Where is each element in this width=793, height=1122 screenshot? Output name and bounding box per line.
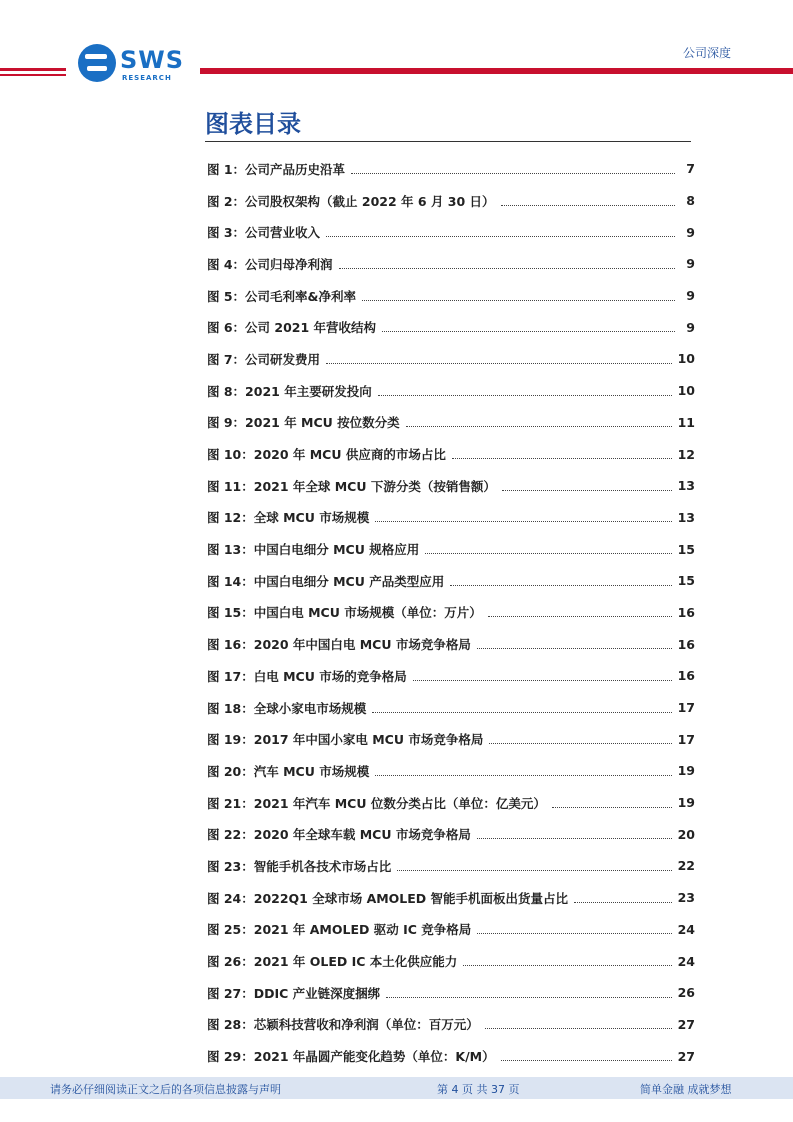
toc-entry-page[interactable]: 16 [677,668,695,684]
footer-disclaimer: 请务必仔细阅读正文之后的各项信息披露与声明 [50,1083,281,1096]
toc-entry-page[interactable]: 22 [677,858,695,874]
toc-entry-page[interactable]: 23 [677,890,695,906]
toc-leader-dots [452,457,672,459]
toc-entry-page[interactable]: 17 [677,700,695,716]
toc-entry-page[interactable]: 17 [677,731,695,747]
toc-entry[interactable] [207,470,695,502]
toc-leader-dots [339,267,675,269]
toc-entry-label[interactable]: 图 21：2021 年汽车 MCU 位数分类占比（单位：亿美元） [207,795,546,811]
toc-entry-page[interactable]: 13 [677,509,695,525]
toc-entry[interactable] [207,818,695,850]
toc-leader-dots [552,806,672,808]
toc-entry[interactable] [207,438,695,470]
toc-leader-dots [450,584,671,586]
toc-leader-dots [326,235,675,237]
toc-leader-dots [502,489,672,491]
toc-entry[interactable] [207,755,695,787]
toc-entry-label[interactable]: 图 23：智能手机各技术市场占比 [207,858,392,874]
report-type-label: 公司深度 [682,46,731,60]
toc-entry-label[interactable]: 图 20：汽车 MCU 市场规模 [207,763,370,779]
toc-entry[interactable] [207,248,695,280]
toc-leader-dots [375,520,671,522]
toc-entry-page[interactable]: 10 [677,351,695,367]
footer-slogan: 简单金融 成就梦想 [640,1083,732,1096]
toc-leader-dots [326,362,672,364]
title-divider [205,141,691,142]
toc-entry-label[interactable]: 图 17：白电 MCU 市场的竞争格局 [207,668,407,684]
toc-entry[interactable] [207,216,695,248]
toc-entry[interactable] [207,502,695,534]
toc-entry[interactable] [207,850,695,882]
toc-entry[interactable] [207,882,695,914]
logo-text: SWS [120,46,185,74]
toc-leader-dots [406,425,672,427]
toc-entry[interactable] [207,692,695,724]
toc-entry-page[interactable]: 24 [677,953,695,969]
toc-entry-label[interactable]: 图 29：2021 年晶圆产能变化趋势（单位：K/M） [207,1049,495,1065]
toc-entry[interactable] [207,977,695,1009]
footer-page-info: 第 4 页 共 37 页 [437,1083,520,1096]
toc-entry-page[interactable]: 13 [677,478,695,494]
toc-entry-label[interactable]: 图 4：公司归母净利润 [207,256,333,272]
toc-leader-dots [375,774,671,776]
toc-entry-label[interactable]: 图 18：全球小家电市场规模 [207,700,367,716]
toc-entry-page[interactable]: 19 [677,795,695,811]
toc-entry-page[interactable]: 16 [677,636,695,652]
toc-entry-label[interactable]: 图 10：2020 年 MCU 供应商的市场占比 [207,447,446,463]
toc-entry-label[interactable]: 图 8：2021 年主要研发投向 [207,383,372,399]
toc-entry-label[interactable]: 图 2：公司股权架构（截止 2022 年 6 月 30 日） [207,193,495,209]
figure-list [207,153,695,1072]
logo-mark-icon [78,44,116,82]
toc-leader-dots [574,901,672,903]
logo-subtext: RESEARCH [122,74,172,82]
header-rule [200,68,793,74]
toc-entry-label[interactable]: 图 26：2021 年 OLED IC 本土化供应能力 [207,954,458,970]
toc-leader-dots [485,1027,672,1029]
toc-entry-label[interactable]: 图 9：2021 年 MCU 按位数分类 [207,415,400,431]
toc-leader-dots [489,742,671,744]
toc-leader-dots [362,299,675,301]
toc-entry[interactable] [207,597,695,629]
toc-entry[interactable] [207,1009,695,1041]
toc-entry[interactable] [207,787,695,819]
toc-entry-label[interactable]: 图 28：芯颖科技营收和净利润（单位：百万元） [207,1017,479,1033]
page-title: 图表目录 [205,110,301,138]
toc-leader-dots [397,869,671,871]
toc-entry-page[interactable]: 15 [677,541,695,557]
toc-leader-dots [378,394,672,396]
toc-entry-label[interactable]: 图 16：2020 年中国白电 MCU 市场竞争格局 [207,637,471,653]
toc-leader-dots [372,711,671,713]
toc-leader-dots [477,837,672,839]
toc-entry[interactable] [207,533,695,565]
toc-entry-page[interactable]: 27 [677,1048,695,1064]
toc-entry-page[interactable]: 9 [686,319,695,335]
toc-leader-dots [382,330,675,332]
toc-entry-label[interactable]: 图 27：DDIC 产业链深度捆绑 [207,985,381,1001]
toc-entry-page[interactable]: 12 [677,446,695,462]
toc-entry-label[interactable]: 图 1：公司产品历史沿革 [207,161,346,177]
toc-entry-label[interactable]: 图 22：2020 年全球车载 MCU 市场竞争格局 [207,827,471,843]
sws-logo [78,44,188,84]
toc-entry-page[interactable]: 9 [686,256,695,272]
toc-entry-page[interactable]: 16 [677,604,695,620]
toc-entry-label[interactable]: 图 24：2022Q1 全球市场 AMOLED 智能手机面板出货量占比 [207,890,569,906]
toc-entry[interactable] [207,311,695,343]
toc-entry-page[interactable]: 7 [686,161,695,177]
toc-entry-label[interactable]: 图 3：公司营业收入 [207,225,321,241]
toc-entry[interactable] [207,407,695,439]
toc-entry-label[interactable]: 图 15：中国白电 MCU 市场规模（单位：万片） [207,605,482,621]
toc-entry-page[interactable]: 11 [677,414,695,430]
toc-entry[interactable] [207,660,695,692]
toc-entry-label[interactable]: 图 11：2021 年全球 MCU 下游分类（按销售额） [207,478,496,494]
toc-leader-dots [477,932,671,934]
toc-entry[interactable] [207,343,695,375]
toc-leader-dots [386,996,671,998]
toc-entry-label[interactable]: 图 6：公司 2021 年营收结构 [207,320,377,336]
toc-entry-label[interactable]: 图 5：公司毛利率&净利率 [207,288,356,304]
toc-leader-dots [501,204,675,206]
toc-entry-label[interactable]: 图 19：2017 年中国小家电 MCU 市场竞争格局 [207,732,484,748]
toc-entry-label[interactable]: 图 7：公司研发费用 [207,351,321,367]
toc-entry-label[interactable]: 图 14：中国白电细分 MCU 产品类型应用 [207,573,445,589]
toc-leader-dots [477,647,672,649]
toc-entry[interactable] [207,185,695,217]
toc-entry-page[interactable]: 20 [677,826,695,842]
toc-entry[interactable] [207,723,695,755]
toc-leader-dots [351,172,675,174]
toc-entry[interactable] [207,280,695,312]
toc-entry-page[interactable]: 26 [677,985,695,1001]
toc-entry-page[interactable]: 8 [686,193,695,209]
toc-entry-page[interactable]: 27 [677,1016,695,1032]
toc-entry[interactable] [207,565,695,597]
toc-leader-dots [425,552,671,554]
page-footer [0,1077,793,1099]
toc-entry-page[interactable]: 9 [686,224,695,240]
toc-leader-dots [488,615,672,617]
toc-entry-label[interactable]: 图 13：中国白电细分 MCU 规格应用 [207,542,420,558]
toc-entry[interactable] [207,945,695,977]
toc-entry-label[interactable]: 图 25：2021 年 AMOLED 驱动 IC 竞争格局 [207,922,472,938]
toc-entry-page[interactable]: 9 [686,288,695,304]
toc-leader-dots [501,1059,672,1061]
toc-entry-page[interactable]: 24 [677,921,695,937]
toc-entry[interactable] [207,375,695,407]
toc-entry[interactable] [207,153,695,185]
toc-entry-page[interactable]: 15 [677,573,695,589]
toc-entry[interactable] [207,628,695,660]
header-rule-left-bottom [0,74,66,76]
toc-leader-dots [463,964,671,966]
toc-leader-dots [413,679,672,681]
toc-entry-page[interactable]: 19 [677,763,695,779]
toc-entry[interactable] [207,1040,695,1072]
header-rule-left-top [0,68,66,71]
toc-entry-label[interactable]: 图 12：全球 MCU 市场规模 [207,510,370,526]
toc-entry-page[interactable]: 10 [677,383,695,399]
toc-entry[interactable] [207,914,695,946]
